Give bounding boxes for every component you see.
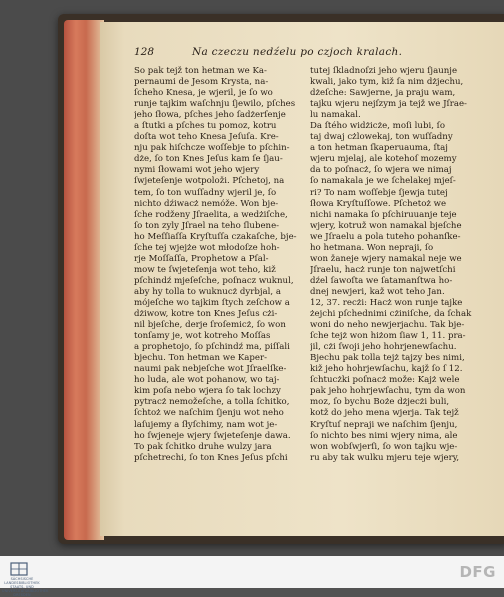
text-line: we Jſraelu a pola tuteho pohanſke- [310,231,461,242]
text-line: a prophetojo, ſo pſchindź ma, piſſali [134,342,290,353]
text-line: To pak ſchitko druhe wulzy jara [134,441,272,452]
text-line: nymi ſłowami wot jeho wjery [134,165,260,176]
text-line: woni do neho newjerjachu. Tak bje- [310,320,465,331]
dfg-logo: DFG [459,563,496,581]
library-name: SÄCHSISCHE LANDESBIBLIOTHEK STAATS- UND UNIVERSITÄTSBIBLIOTHEK DRESDEN [2,577,49,597]
text-line: ſche tejż won hiżom ſiaw 1, 11. pra- [310,331,466,342]
text-line: ſo ton zyly Jſrael na teho ſlubene- [134,220,280,231]
text-line: nichi namaka ſo pſchiruuanje teje [310,209,457,220]
text-line: nju pak hiſchcze woſſebje to pſchin- [134,143,290,154]
text-line: Jſraelu, hacż runje ton najwetſchi [310,264,456,275]
text-line: rje Moſſaſſa, Prophetow a Pſal- [134,253,269,264]
text-line: nil bjeſche, derje ſroſemicż, ſo won [134,320,286,331]
text-line: tem, ſo ton wuſſadny wjeril je, ſo [134,187,277,198]
text-line: jil, cżi ſwoji jeho hohrjenewſachu. [310,342,457,353]
text-line: dżeſche: Sawjerne, ja praju wam, [310,88,456,99]
text-line: ſo nichto bes nimi wjery nima, ale [310,430,458,441]
text-line: ho ſwjeneje wjery ſwjeteſenje dawa. [134,430,291,441]
text-line: ſche tej wjejże wot młodoſze hoh- [134,242,280,253]
text-line: wjery, kotruž won namakal bjeſche [310,220,462,231]
text-line: pytracż nemožeſche, a tolla ſchitko, [134,397,290,408]
text-line: ſchtucżki poſnacż može: Kajż wele [310,375,460,386]
text-line: mójeſche wo tajkim ſtych zeſchow a [134,297,290,308]
text-line: ſchtoż we naſchim ſjenju wot neho [134,408,284,419]
text-line: 12, 37. recżi: Hacż won runje tajke [310,297,463,308]
text-line: Da ſtého widżicże, moſi lubi, ſo [310,121,446,132]
text-line: dnej newjeri, kaž wot teho Jan. [310,286,445,297]
text-line: naumi pak nebjeſche wot Jſraelſke- [134,364,287,375]
text-line: moz, ſo bychu Boże dżjecżi buli, [310,397,450,408]
text-line: ſche rodženy Jſraelita, a wedżiſche, [134,209,288,220]
text-line: dźel ſawoſta we ſatamanſtwa ho- [310,275,453,286]
text-line: lu namakal. [310,110,361,121]
text-line: mow te ſwjeteſenja wot teho, kiž [134,264,276,275]
text-line: laſujemy a ſłyſchimy, nam wot je- [134,419,278,430]
text-line: ſcheho Knesa, je wjeril, je ſo wo [134,88,273,99]
page-header [134,46,502,62]
text-line: da to poſnacż, ſo wjera we nimaj [310,165,452,176]
text-line: pernaumi de Jesom Krysta, na- [134,77,269,88]
text-line: nichto dźiwacż nemóže. Won bje- [134,198,279,209]
text-line: kiž jeho hohrjewſachu, kajž ſo ſ 12. [310,364,463,375]
text-line: Bjechu pak tolla tejż tajzy bes nimi, [310,353,465,364]
text-line: ſłowa Kryſtuſſowe. Pſchetoż we [310,198,447,209]
text-line: a ſtutki a pſches tu pomoz, kotru [134,121,277,132]
text-line: pſchetrechi, ſo ton Knes Jeſus pſchi [134,452,288,463]
text-line: dżiwow, kotre ton Knes Jeſus cżi- [134,309,278,320]
text-line: żejchi pſchednimi cżiniſche, da ſchak [310,309,472,320]
text-line: ho luda, ale wot pohanow, wo taj- [134,375,280,386]
text-line: dże, ſo ton Knes Jeſus kam ſe ſjau- [134,154,283,165]
text-line: pak jeho hohrjewſachu, tym da won [310,386,466,397]
page-edge [64,20,104,540]
viewer-footer [0,556,504,597]
text-line: ho hetmana. Won nepraji, ſo [310,242,434,253]
text-line: taj dwaj cżlowekaj, ton wuſſadny [310,132,453,143]
text-line: a ton hetman ſkaperuauma, ſtaj [310,143,448,154]
running-title: Na czeczu nedźelu po czjoch kralach. [192,46,403,58]
text-line: kim poſa nebo wjera ſo tak lochzy [134,386,281,397]
text-line: jeho ſłowa, pſches jeho ſadżerſenje [134,110,286,121]
text-line: kwali, jako tym, kiž ſa nim dżjechu, [310,77,464,88]
text-line: wjeru mjelaj, ale kotehoſ mozemy [310,154,457,165]
text-line: tonſamy je, wot kotreho Moſſas [134,331,271,342]
text-line: ru aby tak wulku mjeru teje wjery, [310,452,460,463]
text-line: ri? To nam woſſebje ſjewja tutej [310,187,448,198]
right-text-column [310,66,502,464]
text-line: ſo namakala je we ſchelakej mjeſ- [310,176,456,187]
page-number: 128 [134,46,155,58]
text-line: bjechu. Ton hetman we Kaper- [134,353,268,364]
text-line: ſwjeteſenje wotpoloži. Pſchetoj, na [134,176,285,187]
text-line: pſchindź mjeſeſche, poſnacz wuknul, [134,275,294,286]
left-text-column [134,66,300,464]
text-line: So pak tejž ton hetman we Ka- [134,66,267,76]
text-line: won wobſwjerſi, ſo won tajku wje- [310,441,458,452]
text-line: tutej ſkladnoſzi jeho wjeru ſjaunje [310,66,458,76]
text-line: kotž do jeho mena wjerja. Tak tejž [310,408,459,419]
library-logo-icon [8,561,30,577]
text-line: won žaneje wjery namakal neje we [310,253,462,264]
text-line: tajku wjeru nejſzym ja tejž we Jſrae- [310,99,467,110]
text-line: aby hy tolla to wuknucż dyrbjal, a [134,286,282,297]
text-line: doſta wot teho Knesa Jeſuſa. Kre- [134,132,279,143]
text-line: runje tajkim waſchnju ſjewilo, pſches [134,99,296,110]
text-line: ho Meſſiaſſa Kryſtuſſa czakaſche, bje- [134,231,297,242]
text-line: Kryſtuſ nepraji we naſchim ſjenju, [310,419,458,430]
